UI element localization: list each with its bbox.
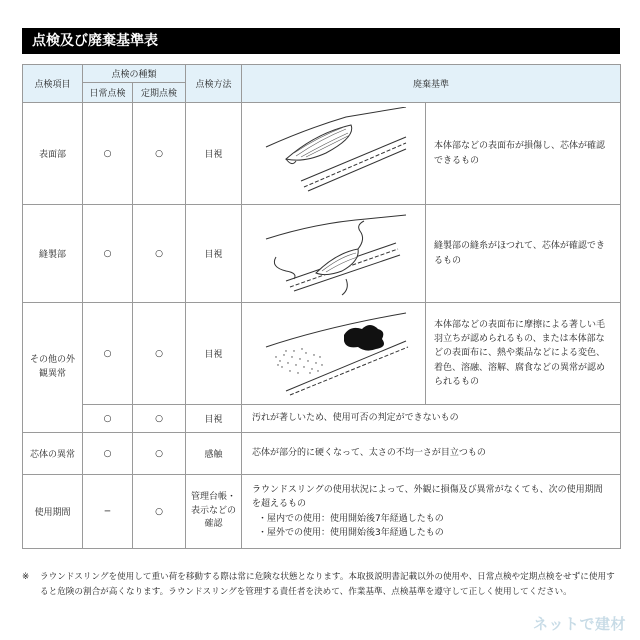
row-periodic: ○: [133, 475, 186, 549]
criteria-item-indoor: ・屋内での使用：使用開始後7年経過したもの: [258, 513, 444, 524]
inspection-table: [22, 64, 621, 549]
surface-damage-illustration: [242, 103, 426, 205]
table-row: [23, 475, 621, 549]
row-item: その他の外観異常: [23, 303, 83, 433]
footnote: [22, 570, 620, 600]
header-method: 点検方法: [186, 65, 242, 103]
note-mark: ※: [22, 572, 30, 582]
watermark-logo: ネットで建材: [532, 615, 626, 633]
row-item: 縫製部: [23, 205, 83, 303]
row-method: 目視: [186, 103, 242, 205]
row-daily: ─: [83, 475, 133, 549]
row-method: 目視: [186, 303, 242, 405]
row-criteria-cell: [242, 475, 621, 549]
row-criteria: 本体部などの表面布が損傷し、芯体が確認できるもの: [426, 103, 621, 205]
table-row: [23, 405, 621, 433]
row-daily: ○: [83, 405, 133, 433]
row-method: 感触: [186, 433, 242, 475]
header-item: 点検項目: [23, 65, 83, 103]
criteria-item-outdoor: ・屋外での使用：使用開始後3年経過したもの: [258, 527, 444, 538]
abrasion-discoloration-illustration: [242, 303, 426, 405]
row-criteria: 芯体が部分的に硬くなって、太さの不均一さが目立つもの: [242, 433, 621, 475]
row-daily: ○: [83, 103, 133, 205]
row-criteria: 本体部などの表面布に摩擦による著しい毛羽立ちが認められるもの、または本体部などの表面布に、熱や薬品などによる変色、着色、溶融、溶解、腐食などの異常が認められるもの: [426, 303, 621, 405]
row-periodic: ○: [133, 433, 186, 475]
table-row: [23, 205, 621, 303]
row-method: 目視: [186, 205, 242, 303]
row-criteria: 縫製部の縫糸がほつれて、芯体が確認できるもの: [426, 205, 621, 303]
row-method: 目視: [186, 405, 242, 433]
row-item: 芯体の異常: [23, 433, 83, 475]
row-criteria: 汚れが著しいため、使用可否の判定ができないもの: [242, 405, 621, 433]
row-periodic: ○: [133, 205, 186, 303]
row-periodic: ○: [133, 303, 186, 405]
page-title: 点検及び廃棄基準表: [22, 28, 620, 54]
row-criteria: ラウンドスリングの使用状況によって、外観に損傷及び異常がなくても、次の使用期間を超えるもの: [252, 484, 603, 510]
row-periodic: ○: [133, 103, 186, 205]
row-daily: ○: [83, 205, 133, 303]
header-criteria: 廃棄基準: [242, 65, 621, 103]
row-method: 管理台帳・表示などの確認: [186, 475, 242, 549]
table-row: [23, 103, 621, 205]
row-daily: ○: [83, 303, 133, 405]
header-kind: 点検の種類: [83, 65, 186, 83]
seam-damage-illustration: [242, 205, 426, 303]
row-periodic: ○: [133, 405, 186, 433]
row-item: 表面部: [23, 103, 83, 205]
table-row: [23, 433, 621, 475]
row-daily: ○: [83, 433, 133, 475]
header-daily: 日常点検: [83, 83, 133, 103]
row-item: 使用期間: [23, 475, 83, 549]
header-periodic: 定期点検: [133, 83, 186, 103]
table-row: [23, 303, 621, 405]
note-text: ラウンドスリングを使用して重い荷を移動する際は常に危険な状態となります。本取扱説明書記載以外の使用や、日常点検や定期点検をせずに使用すると危険の割合が高くなります。ラウンドスリングを管理する責任者を決めて、作業基準、点検基準を遵守して正しく使用してください。: [40, 572, 615, 598]
